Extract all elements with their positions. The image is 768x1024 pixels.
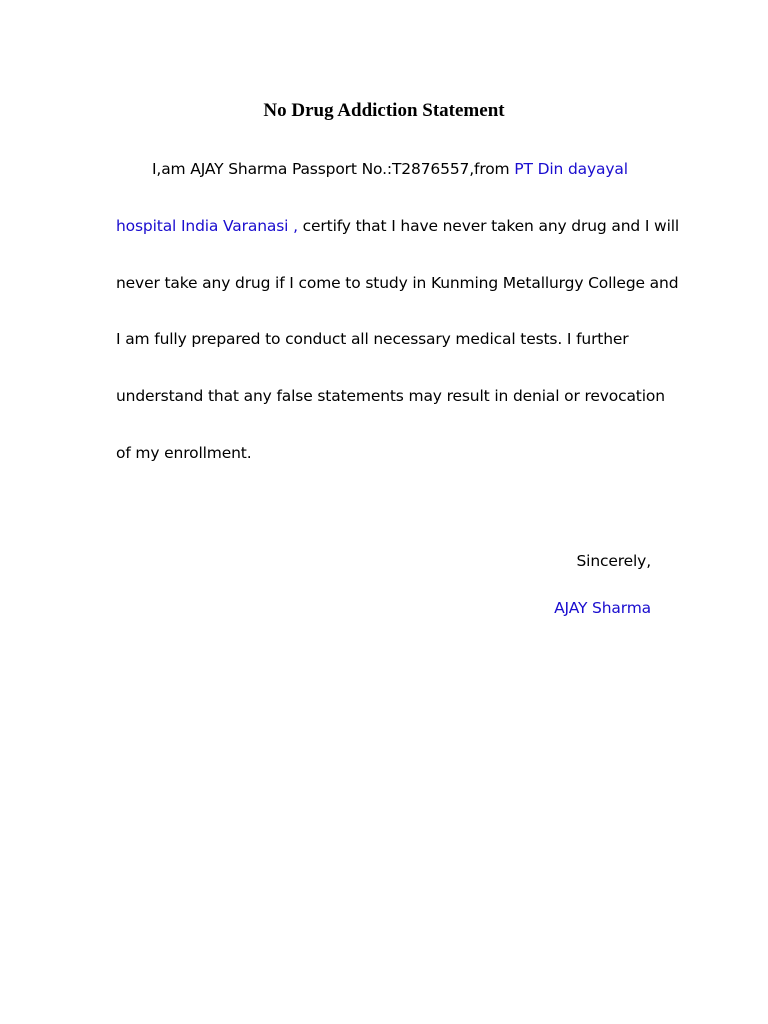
paragraph-line-3: never take any drug if I come to study in Kunming Metallurgy College and — [116, 274, 679, 292]
intro-text: I,am AJAY Sharma Passport No.:T2876557,from — [152, 160, 515, 178]
hospital-name-part1: PT Din dayayal — [514, 160, 628, 178]
signature-name: AJAY Sharma — [554, 599, 651, 617]
hospital-name-part2: hospital India Varanasi , — [116, 217, 303, 235]
paragraph-line-4: I am fully prepared to conduct all necessary medical tests. I further — [116, 330, 629, 348]
certify-text: certify that I have never taken any drug and I will — [302, 217, 680, 235]
paragraph-line-1 — [152, 160, 692, 178]
closing-text: Sincerely, — [576, 552, 651, 570]
paragraph-line-2 — [116, 217, 680, 235]
paragraph-line-5: understand that any false statements may result in denial or revocation — [116, 387, 665, 405]
paragraph-line-6: of my enrollment. — [116, 444, 252, 462]
page-title: No Drug Addiction Statement — [263, 100, 505, 121]
